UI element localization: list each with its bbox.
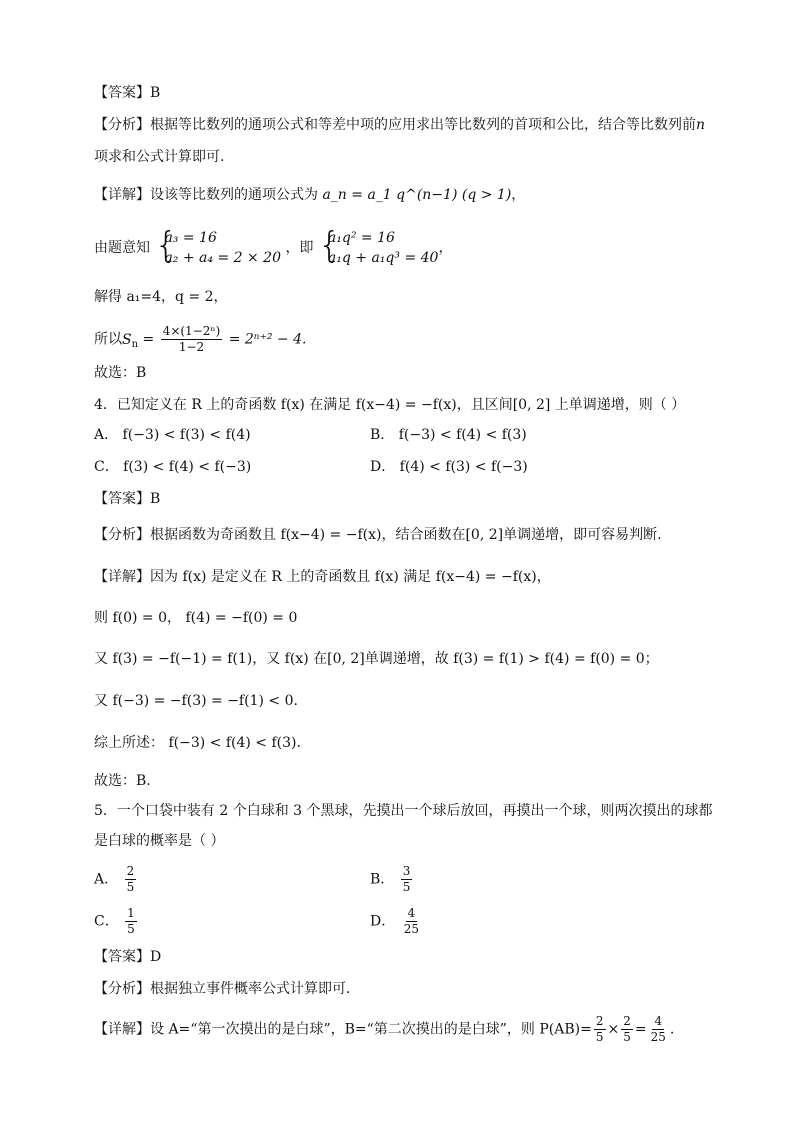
q3-answer-line	[94, 82, 160, 104]
period: .	[669, 1021, 675, 1038]
analysis-tag: 【分析】	[94, 117, 150, 133]
q4-option-c[interactable]	[94, 456, 251, 478]
q4-option-b[interactable]	[370, 424, 527, 446]
fraction-numerator: 1	[127, 906, 135, 920]
detail-text: 又 f(3) = −f(−1) = f(1)，又 f(x) 在[0, 2]单调递增，故 f(3) = f(1) > f(4) = f(0) = 0；	[94, 651, 659, 667]
detail-text: 设 A=“第一次摸出的是白球”，B=“第二次摸出的是白球”，则 P(AB)=	[150, 1021, 592, 1038]
option-fraction	[125, 864, 137, 895]
q4-choose-line	[94, 770, 151, 792]
q5-option-b[interactable]	[370, 864, 414, 895]
option-label: A．	[94, 871, 119, 888]
analysis-text: 根据等比数列的通项公式和等差中项的应用求出等比数列的首项和公比，结合等比数列前	[150, 117, 696, 133]
q4-detail-line-1	[94, 566, 551, 588]
q4-answer-line	[94, 488, 160, 510]
fraction-numerator: 2	[595, 1014, 604, 1028]
sum-fraction	[161, 324, 223, 355]
general-term-formula: a_n = a_1 q^(n−1) (q > 1)	[322, 187, 512, 203]
q3-analysis-line	[94, 114, 705, 136]
detail-tag: 【详解】	[94, 569, 150, 585]
question-stem: 5．一个口袋中装有 2 个白球和 3 个黑球，先摸出一个球后放回，再摸出一个球，则两次摸出的球都	[94, 803, 713, 819]
option-label: D．	[370, 913, 396, 930]
q5-option-c[interactable]	[94, 906, 139, 937]
q4-detail-line-2	[94, 607, 297, 629]
option-fraction	[125, 906, 137, 937]
fraction-denominator: 5	[402, 880, 411, 894]
analysis-text-2: 项求和公式计算即可.	[94, 149, 225, 165]
option-fraction	[401, 864, 413, 895]
fraction-denominator: 5	[595, 1030, 604, 1044]
fraction-numerator: 4	[654, 1014, 663, 1028]
question-stem: 4．已知定义在 R 上的奇函数 f(x) 在满足 f(x−4) = −f(x)，且区间[0, 2] 上单调递增，则（ ）	[94, 397, 686, 413]
q5-analysis-line	[94, 978, 360, 1000]
fraction-numerator: 4×(1−2ⁿ)	[162, 324, 221, 338]
analysis-tag: 【分析】	[94, 527, 150, 543]
q3-detail-line-1: 【详解】设该等比数列的通项公式为 a_n = a_1 q^(n−1) (q > 1)，	[94, 187, 526, 203]
fraction-numerator: 2	[126, 864, 135, 878]
system-row: a₃ = 16	[164, 230, 217, 246]
q5-detail-line	[94, 1014, 674, 1045]
q4-analysis-line	[94, 524, 662, 546]
detail-text: ，即	[285, 240, 314, 256]
detail-tag: 【详解】	[94, 1021, 150, 1038]
answer-tag: 【答案】	[94, 85, 150, 101]
equation-system-1	[154, 225, 281, 268]
sum-result: = 2ⁿ⁺² − 4.	[228, 331, 307, 348]
choose-text: 故选：B.	[94, 773, 151, 789]
q3-analysis-line-2	[94, 146, 224, 168]
times-sign: ×	[607, 1021, 620, 1038]
fraction-denominator: 25	[403, 922, 419, 936]
system-row: a₁q² = 16	[327, 230, 395, 246]
option-text: D． f(4) < f(3) < f(−3)	[370, 459, 528, 475]
detail-tag: 【详解】	[94, 187, 150, 203]
q4-detail-line-3	[94, 648, 659, 670]
system-row: a₂ + a₄ = 2 × 20	[164, 250, 281, 266]
option-label: B．	[370, 871, 395, 888]
answer-value: B	[150, 491, 161, 507]
brace-icon: {	[317, 225, 341, 266]
answer-value: B	[150, 85, 161, 101]
analysis-var-n: n	[696, 117, 706, 133]
equation-system-2	[317, 225, 439, 268]
detail-text: 由题意知	[94, 240, 150, 256]
analysis-text: 根据独立事件概率公式计算即可．	[150, 981, 360, 997]
option-text: C． f(3) < f(4) < f(−3)	[94, 459, 252, 475]
fraction-denominator: 25	[650, 1030, 666, 1044]
detail-text: 综上所述： f(−3) < f(4) < f(3).	[94, 735, 301, 751]
q4-stem	[94, 394, 685, 416]
option-text: B． f(−3) < f(4) < f(3)	[370, 427, 527, 443]
q3-detail-line-2: 由题意知 { a₃ = 16 a₂ + a₄ = 2 × 20 ，即 { a₁q² = 16 a₁q + a₁q³ = 40 ，	[94, 225, 453, 266]
answer-tag: 【答案】	[94, 491, 150, 507]
q4-detail-line-4	[94, 690, 298, 712]
detail-text: 因为 f(x) 是定义在 R 上的奇函数且 f(x) 满足 f(x−4) = −f(x)，	[150, 569, 551, 585]
fraction-denominator: 5	[126, 880, 135, 894]
detail-text: 则 f(0) = 0， f(4) = −f(0) = 0	[94, 610, 298, 626]
fraction-denominator: 5	[127, 922, 135, 936]
option-fraction	[402, 906, 421, 937]
brace-icon: {	[154, 225, 178, 266]
q3-choose-line	[94, 362, 146, 384]
detail-text: 所以	[94, 331, 122, 348]
fraction-denominator: 1−2	[178, 340, 205, 354]
detail-text: 又 f(−3) = −f(3) = −f(1) < 0.	[94, 693, 298, 709]
fraction-numerator: 3	[402, 864, 411, 878]
q5-stem-1	[94, 800, 713, 822]
q3-detail-line-4: 所以$S_n$ = $\frac{\text{4×(1−2ⁿ)}}{1-2}$ = 2ⁿ⁺² − 4.	[94, 324, 307, 354]
q5-stem-2	[94, 830, 224, 852]
fraction	[649, 1014, 668, 1045]
question-stem: 是白球的概率是（ ）	[94, 833, 225, 849]
answer-value: D	[150, 949, 162, 965]
fraction	[621, 1014, 633, 1045]
analysis-tag: 【分析】	[94, 981, 150, 997]
q3-detail-line-3	[94, 286, 228, 308]
q5-option-a[interactable]	[94, 864, 138, 895]
q5-answer-line	[94, 946, 161, 968]
detail-text: 解得 a₁=4，q = 2，	[94, 289, 228, 305]
fraction-denominator: 5	[623, 1030, 631, 1044]
option-label: C．	[94, 913, 119, 930]
fraction-numerator: 4	[407, 906, 416, 920]
choose-text: 故选：B	[94, 365, 147, 381]
equals-sign: =	[634, 1021, 647, 1038]
q5-option-d[interactable]	[370, 906, 423, 937]
q4-option-d[interactable]	[370, 456, 528, 478]
fraction-numerator: 2	[623, 1014, 631, 1028]
analysis-text: 根据函数为奇函数且 f(x−4) = −f(x)，结合函数在[0, 2]单调递增，即可容易判断.	[150, 527, 662, 543]
q4-option-a[interactable]	[94, 424, 251, 446]
q4-detail-line-5	[94, 732, 301, 754]
detail-text: 设该等比数列的通项公式为	[150, 187, 318, 203]
fraction	[594, 1014, 606, 1045]
option-text: A． f(−3) < f(3) < f(4)	[94, 427, 251, 443]
answer-tag: 【答案】	[94, 949, 150, 965]
system-row: a₁q + a₁q³ = 40	[327, 250, 439, 266]
